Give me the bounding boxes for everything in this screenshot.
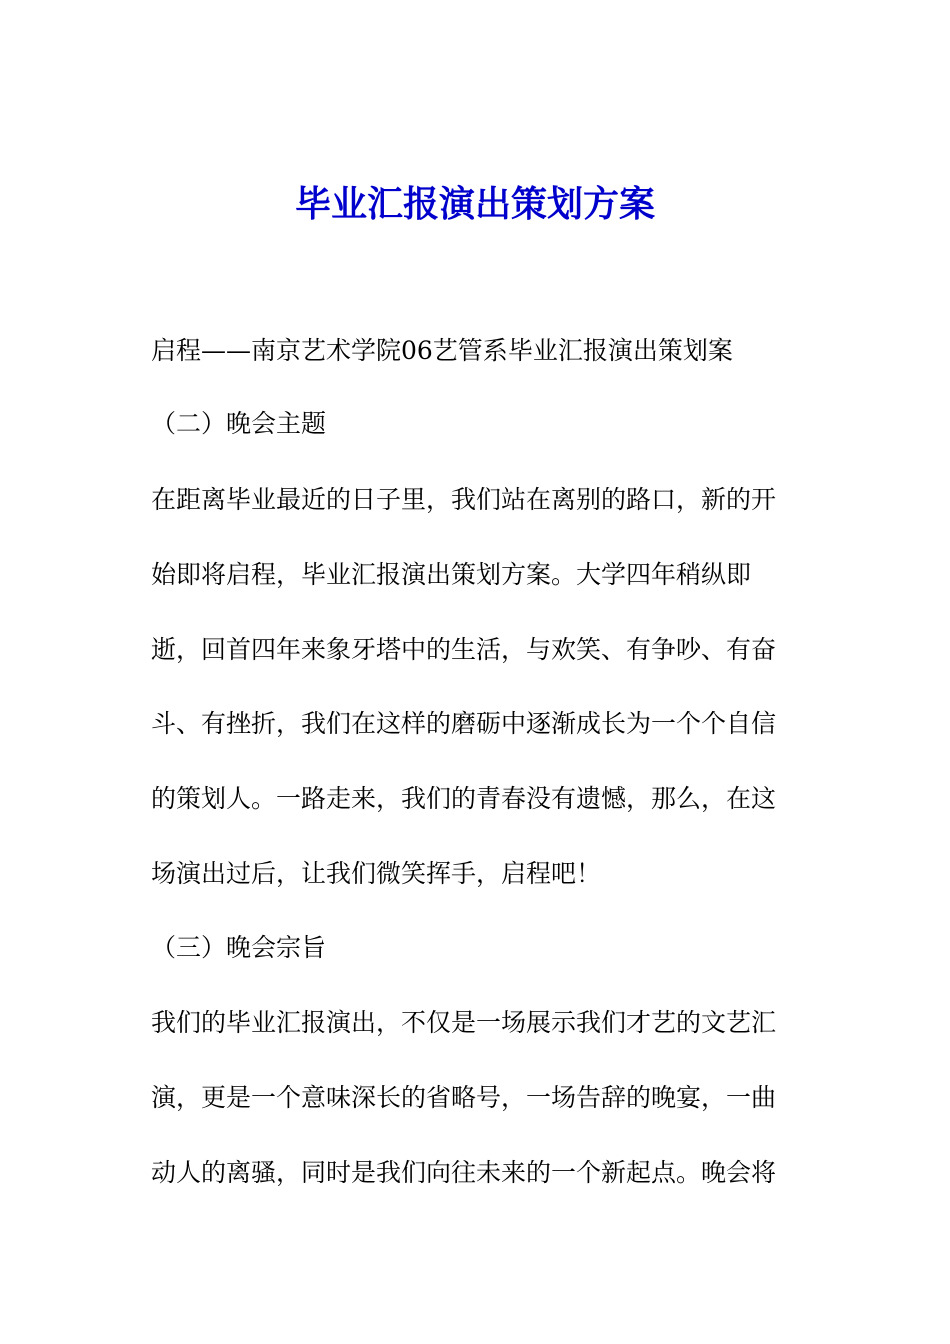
paragraph-line: 在距离毕业最近的日子里，我们站在离别的路口，新的开 xyxy=(151,485,777,514)
paragraph-line: 的策划人。一路走来，我们的青春没有遗憾，那么，在这 xyxy=(151,784,777,813)
paragraph-line: 始即将启程，毕业汇报演出策划方案。大学四年稍纵即 xyxy=(151,560,752,589)
document-subtitle-line: 启程——南京艺术学院06艺管系毕业汇报演出策划案 xyxy=(151,336,733,365)
paragraph-line: 动人的离骚，同时是我们向往未来的一个新起点。晚会将 xyxy=(151,1158,777,1187)
paragraph-line: 演，更是一个意味深长的省略号，一场告辞的晚宴，一曲 xyxy=(151,1083,777,1112)
document-title: 毕业汇报演出策划方案 xyxy=(294,183,655,225)
section-heading-purpose: （三）晚会宗旨 xyxy=(151,933,327,962)
paragraph-line: 场演出过后，让我们微笑挥手，启程吧！ xyxy=(151,859,602,888)
paragraph-line: 逝，回首四年来象牙塔中的生活，与欢笑、有争吵、有奋 xyxy=(151,635,777,664)
paragraph-line: 我们的毕业汇报演出，不仅是一场展示我们才艺的文艺汇 xyxy=(151,1008,777,1037)
paragraph-line: 斗、有挫折，我们在这样的磨砺中逐渐成长为一个个自信 xyxy=(151,709,777,738)
section-heading-theme: （二）晚会主题 xyxy=(151,409,327,438)
